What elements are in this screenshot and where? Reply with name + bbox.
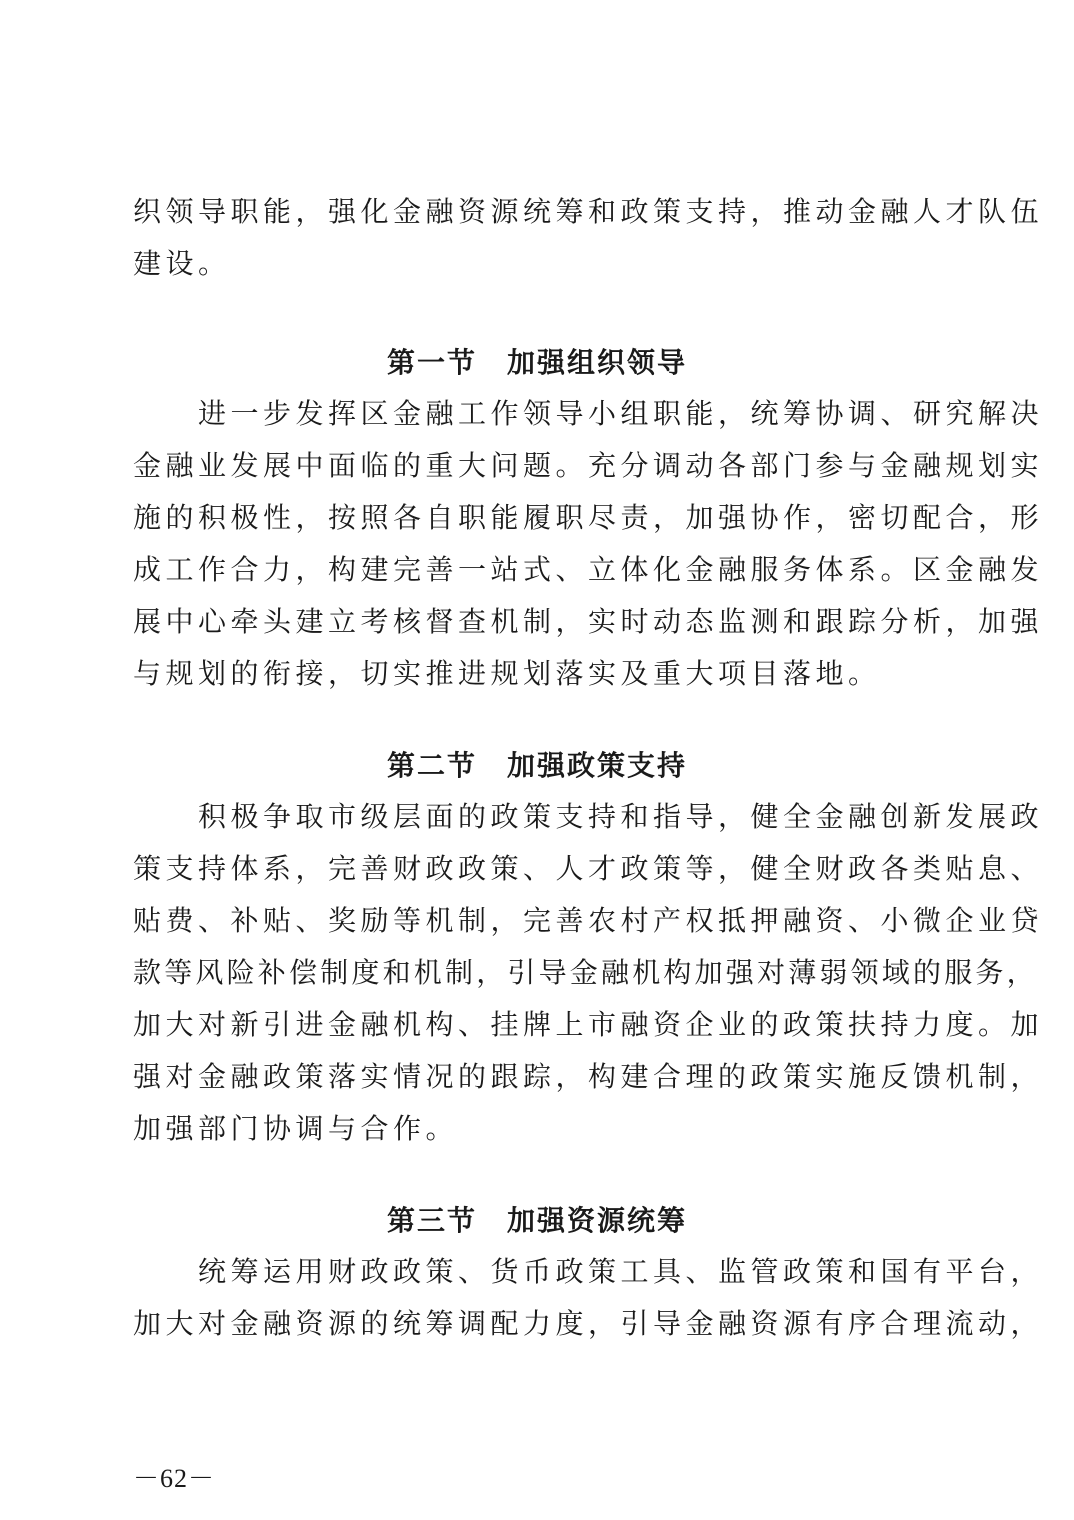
paragraph-line: 展中心牵头建立考核督查机制，实时动态监测和跟踪分析，加强 bbox=[133, 605, 1044, 638]
section-heading: 第三节 加强资源统筹 bbox=[386, 1204, 687, 1237]
paragraph-line: 策支持体系，完善财政政策、人才政策等，健全财政各类贴息、 bbox=[133, 852, 1044, 885]
paragraph-line: 金融业发展中面临的重大问题。充分调动各部门参与金融规划实 bbox=[133, 449, 1044, 482]
paragraph-line: 强对金融政策落实情况的跟踪，构建合理的政策实施反馈机制， bbox=[133, 1060, 1044, 1093]
paragraph-line: 加大对金融资源的统筹调配力度，引导金融资源有序合理流动， bbox=[133, 1307, 1044, 1340]
paragraph-line: 贴费、补贴、奖励等机制，完善农村产权抵押融资、小微企业贷 bbox=[133, 904, 1044, 937]
paragraph-line: 施的积极性，按照各自职能履职尽责，加强协作，密切配合，形 bbox=[133, 501, 1044, 534]
section-heading: 第二节 加强政策支持 bbox=[386, 749, 687, 782]
paragraph-line: 建设。 bbox=[133, 247, 231, 280]
paragraph-line: 进一步发挥区金融工作领导小组职能，统筹协调、研究解决 bbox=[133, 397, 1044, 430]
paragraph-line: 与规划的衔接，切实推进规划落实及重大项目落地。 bbox=[133, 657, 881, 690]
paragraph-line: 款等风险补偿制度和机制，引导金融机构加强对薄弱领域的服务， bbox=[133, 956, 1038, 989]
paragraph-line: 加大对新引进金融机构、挂牌上市融资企业的政策扶持力度。加 bbox=[133, 1008, 1044, 1041]
page-number: －62－ bbox=[133, 1464, 216, 1493]
paragraph-line: 积极争取市级层面的政策支持和指导，健全金融创新发展政 bbox=[133, 800, 1044, 833]
section-heading: 第一节 加强组织领导 bbox=[386, 346, 687, 379]
paragraph-line: 成工作合力，构建完善一站式、立体化金融服务体系。区金融发 bbox=[133, 553, 1044, 586]
paragraph-line: 织领导职能，强化金融资源统筹和政策支持，推动金融人才队伍 bbox=[133, 195, 1044, 228]
paragraph-line: 加强部门协调与合作。 bbox=[133, 1112, 459, 1145]
paragraph-line: 统筹运用财政政策、货币政策工具、监管政策和国有平台， bbox=[133, 1255, 1044, 1288]
